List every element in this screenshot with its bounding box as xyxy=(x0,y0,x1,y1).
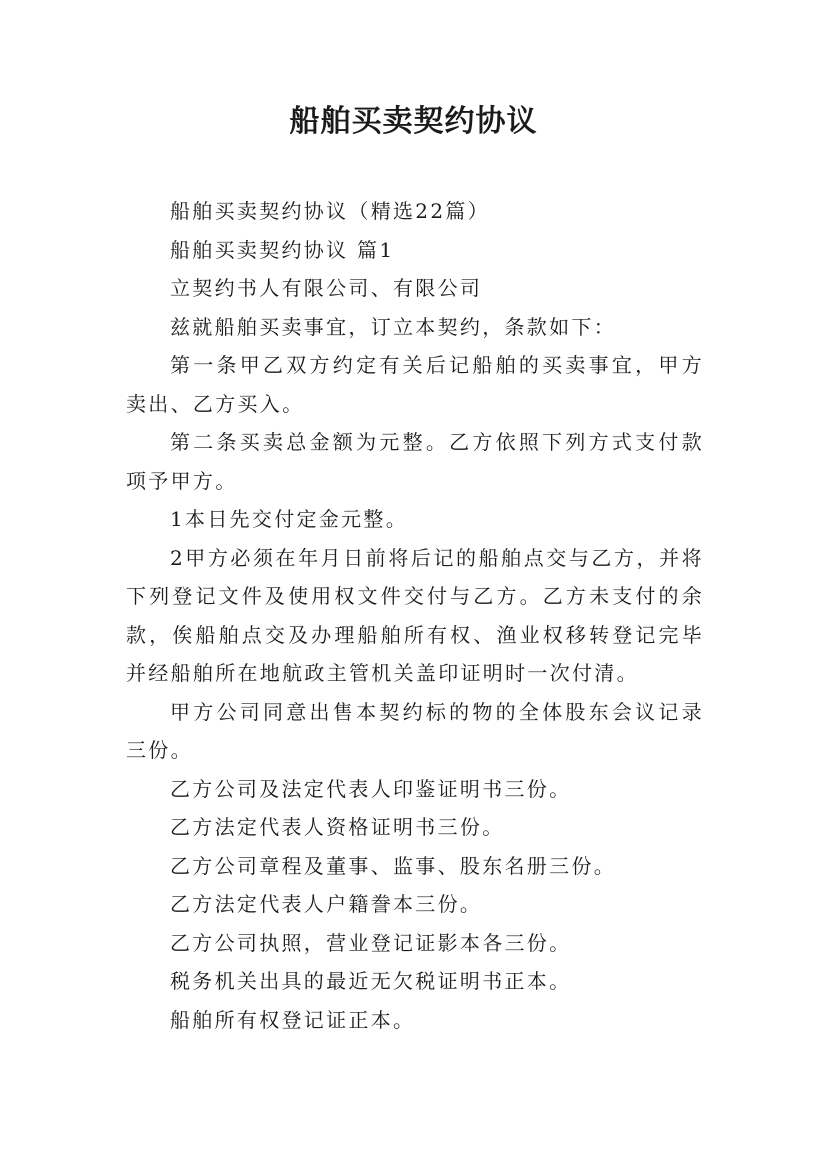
paragraph-doc-business-license: 乙方公司执照，营业登记证影本各三份。 xyxy=(170,930,572,955)
paragraph-parties: 立契约书人有限公司、有限公司 xyxy=(170,276,483,300)
paragraph-article-1: 第一条甲乙双方约定有关后记船舶的买卖事宜，甲方卖出、乙方买入。 xyxy=(126,353,704,416)
paragraph-item-2: 2甲方必须在年月日前将后记的船舶点交与乙方，并将下列登记文件及使用权文件交付与乙方。乙方未支付的余款，俟船舶点交及办理船舶所有权、渔业权移转登记完毕并经船舶所在地航政主管机关盖印证明时一次付清。 xyxy=(126,545,704,685)
paragraph-item-1: 1本日先交付定金元整。 xyxy=(170,507,409,531)
paragraph-subtitle: 船舶买卖契约协议（精选22篇） xyxy=(170,199,490,223)
paragraph-preamble: 兹就船舶买卖事宜，订立本契约，条款如下： xyxy=(170,314,616,339)
paragraph-doc-ownership-certificate: 船舶所有权登记证正本。 xyxy=(170,1007,416,1032)
document-body xyxy=(126,192,704,1039)
paragraph-doc-tax-certificate: 税务机关出具的最近无欠税证明书正本。 xyxy=(170,969,572,993)
paragraph-section-heading: 船舶买卖契约协议 篇1 xyxy=(170,237,395,262)
paragraph-doc-household-register: 乙方法定代表人户籍誊本三份。 xyxy=(170,892,483,916)
paragraph-doc-shareholder-minutes: 甲方公司同意出售本契约标的物的全体股东会议记录三份。 xyxy=(126,699,704,762)
paragraph-article-2: 第二条买卖总金额为元整。乙方依照下列方式支付款项予甲方。 xyxy=(126,430,704,493)
paragraph-doc-representative-certificate: 乙方法定代表人资格证明书三份。 xyxy=(170,815,505,839)
paragraph-doc-articles-roster: 乙方公司章程及董事、监事、股东名册三份。 xyxy=(170,853,616,878)
paragraph-doc-seal-certificate: 乙方公司及法定代表人印鉴证明书三份。 xyxy=(170,776,572,801)
document-title: 船舶买卖契约协议 xyxy=(289,104,538,139)
